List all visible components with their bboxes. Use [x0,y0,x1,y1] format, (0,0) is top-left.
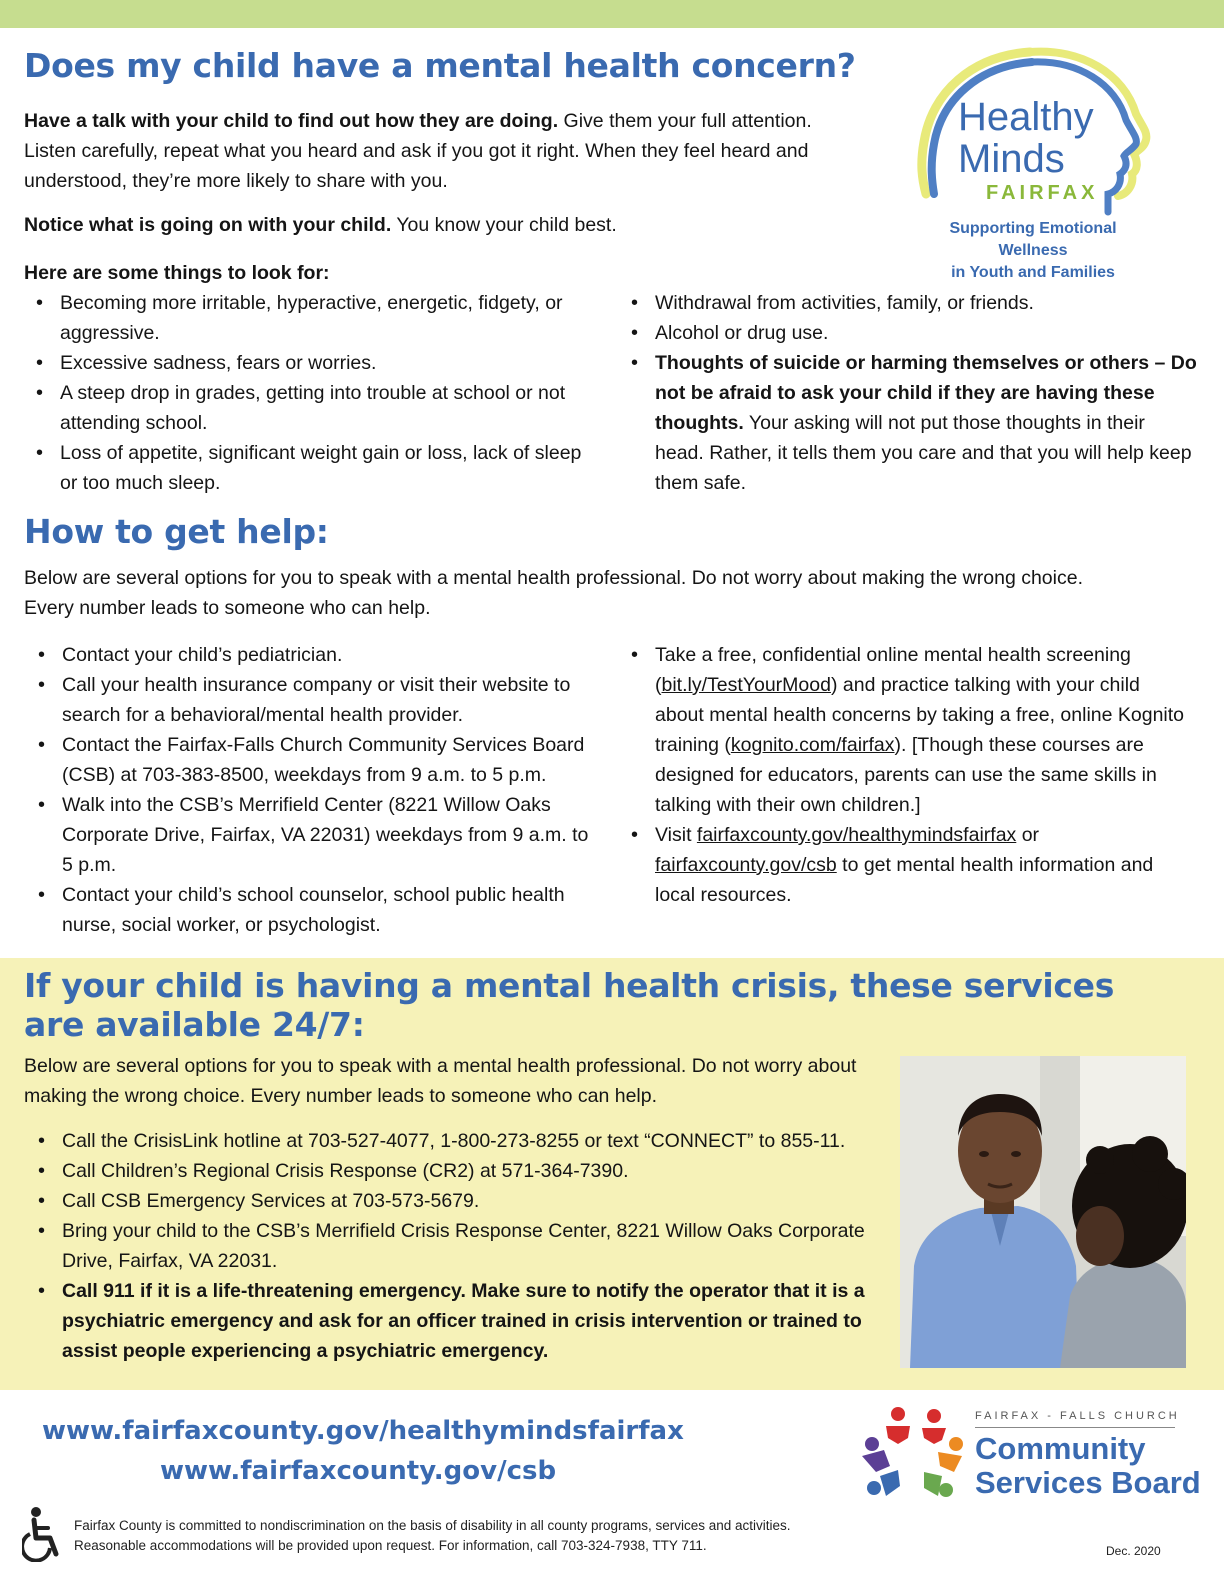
suicide-warning-text: Your asking will not put those thoughts in their head. Rather, it tells them you care and that you will help keep them safe. [655,412,1192,494]
suicide-warning-bold: Thoughts of suicide or harming themselves or others – Do not be afraid to ask your child if they are having these thoughts. [655,352,1197,434]
help-list-left [26,640,598,940]
nondiscrimination-notice [74,1516,791,1556]
list-item: • Contact your child’s school counselor, school public health nurse, social worker, or psychologist. [26,880,598,940]
healthymindsfairfax-url[interactable]: www.fairfaxcounty.gov/healthymindsfairfax [42,1416,684,1446]
list-item: • Becoming more irritable, hyperactive, energetic, fidgety, or aggressive. [24,288,592,348]
logo-tagline-line2: in Youth and Families [951,264,1115,281]
list-item: • Loss of appetite, significant weight gain or loss, lack of sleep or too much sleep. [24,438,592,498]
intro-paragraph-1-bold: Have a talk with your child to find out how they are doing. [24,110,559,132]
intro-paragraph-2-bold: Notice what is going on with your child. [24,214,392,236]
list-item: • A steep drop in grades, getting into trouble at school or not attending school. [24,378,592,438]
screening-text-b: ) and practice talking with your child about mental health concerns by taking a free, online Kognito training ( [655,674,1185,756]
parent-child-photo [900,1056,1186,1368]
list-item: • Contact your child’s pediatrician. [26,640,598,670]
list-item: • Contact the Fairfax-Falls Church Community Services Board (CSB) at 703-383-8500, weekdays from 9 a.m. to 5 p.m. [26,730,598,790]
healthymindsfairfax-link[interactable]: fairfaxcounty.gov/healthymindsfairfax [696,824,1017,846]
intro-paragraph-1-text: Give them your full attention. Listen carefully, repeat what you heard and ask if you got it right. When they feel heard and understood, they’re more likely to share with you. [24,110,812,192]
csb-name-line2: Services Board [975,1465,1201,1500]
intro-paragraph-2 [24,210,864,240]
crisis-heading-line1: If your child is having a mental health crisis, these services [24,966,1115,1005]
csb-url[interactable]: www.fairfaxcounty.gov/csb [160,1456,557,1486]
visit-text-c: to get mental health information and local resources. [655,854,1154,906]
list-item [619,640,1191,820]
crisis-intro: Below are several options for you to speak with a mental health professional. Do not worry about making the wrong choice. Every number leads to someone who can help. [24,1055,857,1107]
list-item: • Excessive sadness, fears or worries. [24,348,592,378]
test-your-mood-link[interactable]: bit.ly/TestYourMood [661,674,831,696]
logo-word-fairfax: FAIRFAX [986,182,1099,204]
signs-list-right [619,288,1199,498]
intro-paragraph-1 [24,106,864,196]
screening-text-c: ). [Though these courses are designed for educators, parents can use the same skills in talking with their own children.] [655,734,1157,816]
visit-text-a: Visit [655,824,697,846]
list-item [619,820,1191,910]
call-911-bold: Call 911 if it is a life-threatening emergency. Make sure to notify the operator that it is a psychiatric emergency and ask for an officer trained in crisis intervention or trained to assist people experiencing a psychiatric emergency. [62,1280,865,1362]
list-item: • Withdrawal from activities, family, or friends. [619,288,1199,318]
help-heading: How to get help: [24,512,329,551]
list-item: • Call CSB Emergency Services at 703-573-5679. [26,1186,888,1216]
publication-date: Dec. 2020 [1106,1544,1161,1558]
page-title: Does my child have a mental health concern? [24,46,856,85]
top-color-band [0,0,1224,28]
signs-list-left [24,288,592,498]
list-item [619,348,1199,498]
crisis-heading-line2: are available 24/7: [24,1005,365,1044]
list-item [26,1276,888,1366]
logo-tagline [918,218,1148,284]
help-intro: Below are several options for you to speak with a mental health professional. Do not worry about making the wrong choice. Every number leads to someone who can help. [24,567,1083,619]
help-list-right [619,640,1191,910]
intro-paragraph-2-text: You know your child best. [391,214,617,236]
wheelchair-icon [22,1506,62,1562]
list-item: • Call the CrisisLink hotline at 703-527-4077, 1-800-273-8255 or text “CONNECT” to 855-11. [26,1126,888,1156]
look-for-heading [24,258,330,288]
visit-text-b: or [1016,824,1040,846]
kognito-link[interactable]: kognito.com/fairfax [730,734,895,756]
list-item: • Bring your child to the CSB’s Merrifield Crisis Response Center, 8221 Willow Oaks Corporate Drive, Fairfax, VA 22031. [26,1216,888,1276]
look-for-heading-text: Here are some things to look for: [24,262,330,284]
csb-people-logo-icon [858,1404,970,1504]
csb-link[interactable]: fairfaxcounty.gov/csb [655,854,837,876]
list-item: • Call your health insurance company or visit their website to search for a behavioral/mental health provider. [26,670,598,730]
csb-name-line1: Community [975,1431,1146,1466]
crisis-list [26,1126,888,1366]
notice-line1: Fairfax County is committed to nondiscrimination on the basis of disability in all county programs, services and activities. [74,1518,791,1533]
logo-word-healthy: Healthy [958,95,1094,139]
screening-text-a: Take a free, confidential online mental health screening ( [655,644,1131,696]
logo-word-minds: Minds [958,137,1065,181]
csb-divider [975,1427,1175,1428]
list-item: • Walk into the CSB’s Merrifield Center (8221 Willow Oaks Corporate Drive, Fairfax, VA 22031) weekdays from 9 a.m. to 5 p.m. [26,790,598,880]
csb-jurisdiction: FAIRFAX - FALLS CHURCH [975,1410,1180,1422]
logo-tagline-line1: Supporting Emotional Wellness [949,220,1117,259]
notice-line2: Reasonable accommodations will be provided upon request. For information, call 703-324-7938, TTY 711. [74,1538,707,1553]
crisis-heading [24,966,1114,1044]
list-item: • Call Children’s Regional Crisis Response (CR2) at 571-364-7390. [26,1156,888,1186]
list-item: • Alcohol or drug use. [619,318,1199,348]
